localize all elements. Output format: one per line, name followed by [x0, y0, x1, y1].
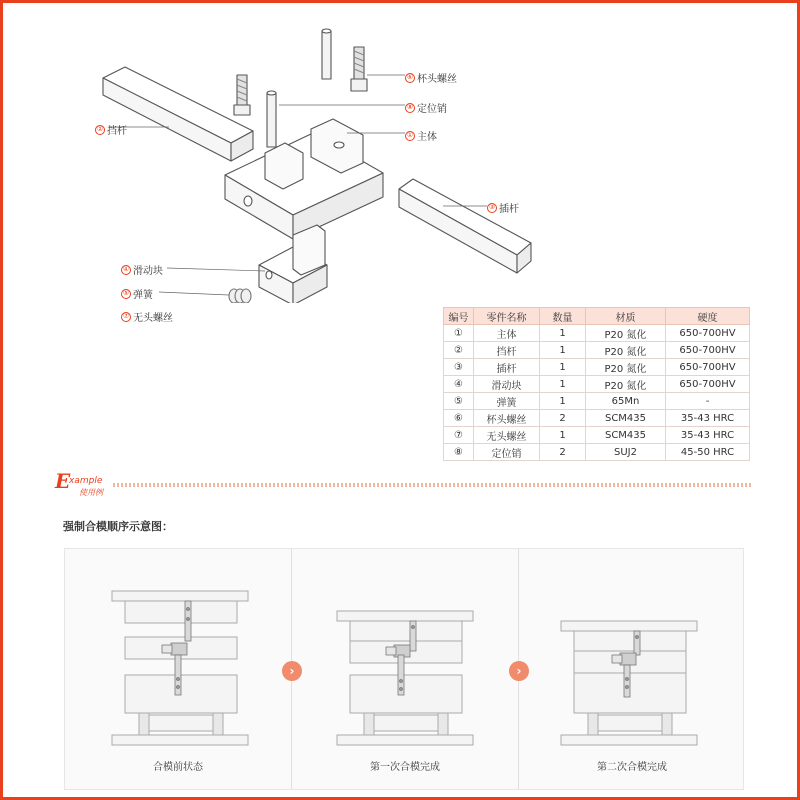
page-frame	[3, 3, 797, 797]
cap-screw-left	[234, 75, 250, 115]
next-step-arrow-icon: ›	[509, 661, 529, 681]
callout-stop-bar: ② 挡杆	[96, 125, 127, 137]
section-title: 强制合模顺序示意图：	[63, 520, 173, 533]
header-qty: 数量	[540, 308, 586, 325]
example-e: E	[55, 469, 71, 493]
table-row: ⑦ 无头螺丝 1 SCM435 35-43 HRC	[444, 427, 750, 444]
panel-label-before: 合模前状态	[153, 762, 203, 773]
stop-bar	[103, 67, 253, 161]
insert-bar	[399, 179, 531, 273]
header-hardness: 硬度	[666, 308, 750, 325]
table-row: ③ 插杆 1 P20 氮化 650-700HV	[444, 359, 750, 376]
callout-set-screw: ⑦ 无头螺丝	[122, 312, 173, 324]
callout-spring: ⑤ 弹簧	[122, 289, 153, 301]
table-row: ④ 滑动块 1 P20 氮化 650-700HV	[444, 376, 750, 393]
callout-main-body: ① 主体	[406, 131, 437, 143]
next-step-arrow-icon: ›	[282, 661, 302, 681]
panel-second-closing	[519, 549, 745, 789]
table-row: ⑤ 弹簧 1 65Mn -	[444, 393, 750, 410]
callout-slider: ④ 滑动块	[122, 265, 163, 277]
callout-locating-pin: ⑧ 定位销	[406, 103, 447, 115]
example-heading	[55, 471, 755, 495]
example-cn: 使用例	[79, 488, 103, 497]
mold-second-diagram	[519, 549, 745, 749]
table-header-row	[444, 308, 750, 325]
panel-before-closing	[65, 549, 291, 789]
panel-first-closing	[292, 549, 518, 789]
mold-first-diagram	[292, 549, 518, 749]
locating-pin-left	[267, 91, 276, 147]
callout-cap-screw: ⑥ 杯头螺丝	[406, 73, 457, 85]
table-row: ⑧ 定位销 2 SUJ2 45-50 HRC	[444, 444, 750, 461]
cap-screw-right	[351, 47, 367, 91]
spring	[229, 289, 251, 303]
callout-insert-bar: ③ 插杆	[488, 203, 519, 215]
example-rest: xample	[69, 476, 103, 486]
locating-pin-right	[322, 29, 331, 79]
header-no: 编号	[444, 308, 474, 325]
header-material: 材质	[586, 308, 666, 325]
panel-label-second: 第二次合模完成	[597, 762, 667, 773]
table-row: ⑥ 杯头螺丝 2 SCM435 35-43 HRC	[444, 410, 750, 427]
table-row: ① 主体 1 P20 氮化 650-700HV	[444, 325, 750, 342]
mold-before-diagram	[65, 549, 291, 749]
panel-label-first: 第一次合模完成	[370, 762, 440, 773]
exploded-parts-diagram	[3, 3, 797, 303]
mold-sequence-panels	[64, 548, 744, 790]
parts-spec-table	[443, 307, 750, 461]
example-dotted-rule	[113, 483, 753, 487]
header-name: 零件名称	[474, 308, 540, 325]
table-row: ② 挡杆 1 P20 氮化 650-700HV	[444, 342, 750, 359]
slider-block	[259, 225, 327, 303]
